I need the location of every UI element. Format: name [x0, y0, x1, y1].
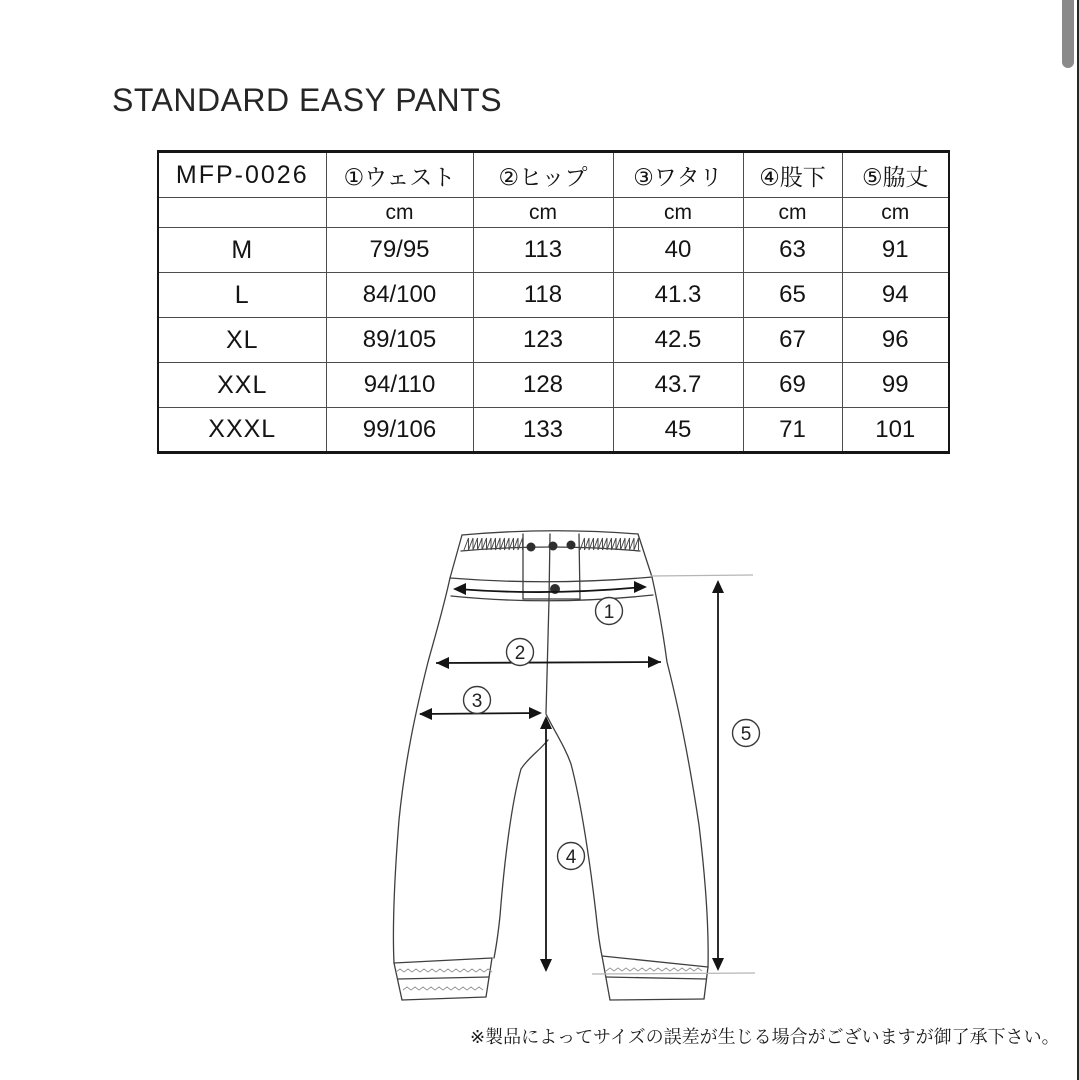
value-cell: 43.7	[613, 363, 743, 408]
value-cell: 69	[743, 363, 842, 408]
unit-cell: cm	[613, 198, 743, 228]
size-label: XL	[158, 318, 326, 363]
table-unit-row	[158, 198, 949, 228]
svg-text:1: 1	[603, 602, 615, 623]
value-cell: 89/105	[326, 318, 473, 363]
size-label: XXXL	[158, 408, 326, 453]
value-cell: 91	[842, 228, 949, 273]
value-cell: 40	[613, 228, 743, 273]
value-cell: 96	[842, 318, 949, 363]
cuff-zigzag-stitch	[396, 968, 702, 990]
button-icon	[527, 543, 536, 552]
value-cell: 99	[842, 363, 949, 408]
measure-arrow-waist	[457, 587, 643, 592]
value-cell: 67	[743, 318, 842, 363]
value-cell: 71	[743, 408, 842, 453]
model-number: MFP-0026	[158, 152, 326, 198]
value-cell: 41.3	[613, 273, 743, 318]
measure-label-4	[558, 843, 585, 870]
size-label: XXL	[158, 363, 326, 408]
pants-outline	[393, 531, 708, 1000]
unit-cell: cm	[743, 198, 842, 228]
svg-text:2: 2	[514, 643, 526, 664]
table-row	[158, 408, 949, 453]
column-header-thigh: ③ワタリ	[613, 152, 743, 198]
value-cell: 128	[473, 363, 613, 408]
table-row	[158, 363, 949, 408]
measure-label-5	[733, 720, 760, 747]
column-header-hip: ②ヒップ	[473, 152, 613, 198]
page-title: STANDARD EASY PANTS	[112, 82, 503, 118]
value-cell: 65	[743, 273, 842, 318]
value-cell: 84/100	[326, 273, 473, 318]
svg-text:5: 5	[740, 724, 752, 745]
table-row	[158, 273, 949, 318]
button-icon	[567, 541, 576, 550]
svg-text:4: 4	[565, 847, 577, 868]
size-tolerance-footnote: ※製品によってサイズの誤差が生じる場合がございますが御了承下さい。	[470, 1027, 1060, 1047]
unit-cell: cm	[473, 198, 613, 228]
size-label: L	[158, 273, 326, 318]
unit-cell: cm	[842, 198, 949, 228]
value-cell: 42.5	[613, 318, 743, 363]
pants-measurement-diagram	[385, 505, 770, 1020]
measure-arrows	[420, 584, 718, 969]
value-cell: 99/106	[326, 408, 473, 453]
size-label: M	[158, 228, 326, 273]
table-row	[158, 228, 949, 273]
measure-labels	[464, 598, 760, 870]
measure-label-3	[464, 687, 491, 714]
measure-label-2	[507, 639, 534, 666]
reference-lines	[592, 575, 755, 974]
value-cell: 79/95	[326, 228, 473, 273]
value-cell: 123	[473, 318, 613, 363]
waistband-buttons	[527, 541, 576, 595]
value-cell: 94	[842, 273, 949, 318]
svg-text:3: 3	[471, 691, 483, 712]
value-cell: 118	[473, 273, 613, 318]
measure-arrow-hip	[436, 662, 661, 663]
scrollbar-thumb[interactable]	[1062, 0, 1074, 68]
size-table	[157, 150, 950, 454]
value-cell: 94/110	[326, 363, 473, 408]
measure-label-1	[596, 598, 623, 625]
button-icon	[549, 542, 558, 551]
value-cell: 113	[473, 228, 613, 273]
arrowheads	[419, 580, 724, 972]
column-header-inseam: ④股下	[743, 152, 842, 198]
table-header-row	[158, 152, 949, 198]
unit-cell-empty	[158, 198, 326, 228]
table-row	[158, 318, 949, 363]
value-cell: 133	[473, 408, 613, 453]
value-cell: 101	[842, 408, 949, 453]
column-header-waist: ①ウェスト	[326, 152, 473, 198]
value-cell: 63	[743, 228, 842, 273]
column-header-side: ⑤脇丈	[842, 152, 949, 198]
unit-cell: cm	[326, 198, 473, 228]
value-cell: 45	[613, 408, 743, 453]
center-front-seam	[546, 534, 550, 713]
